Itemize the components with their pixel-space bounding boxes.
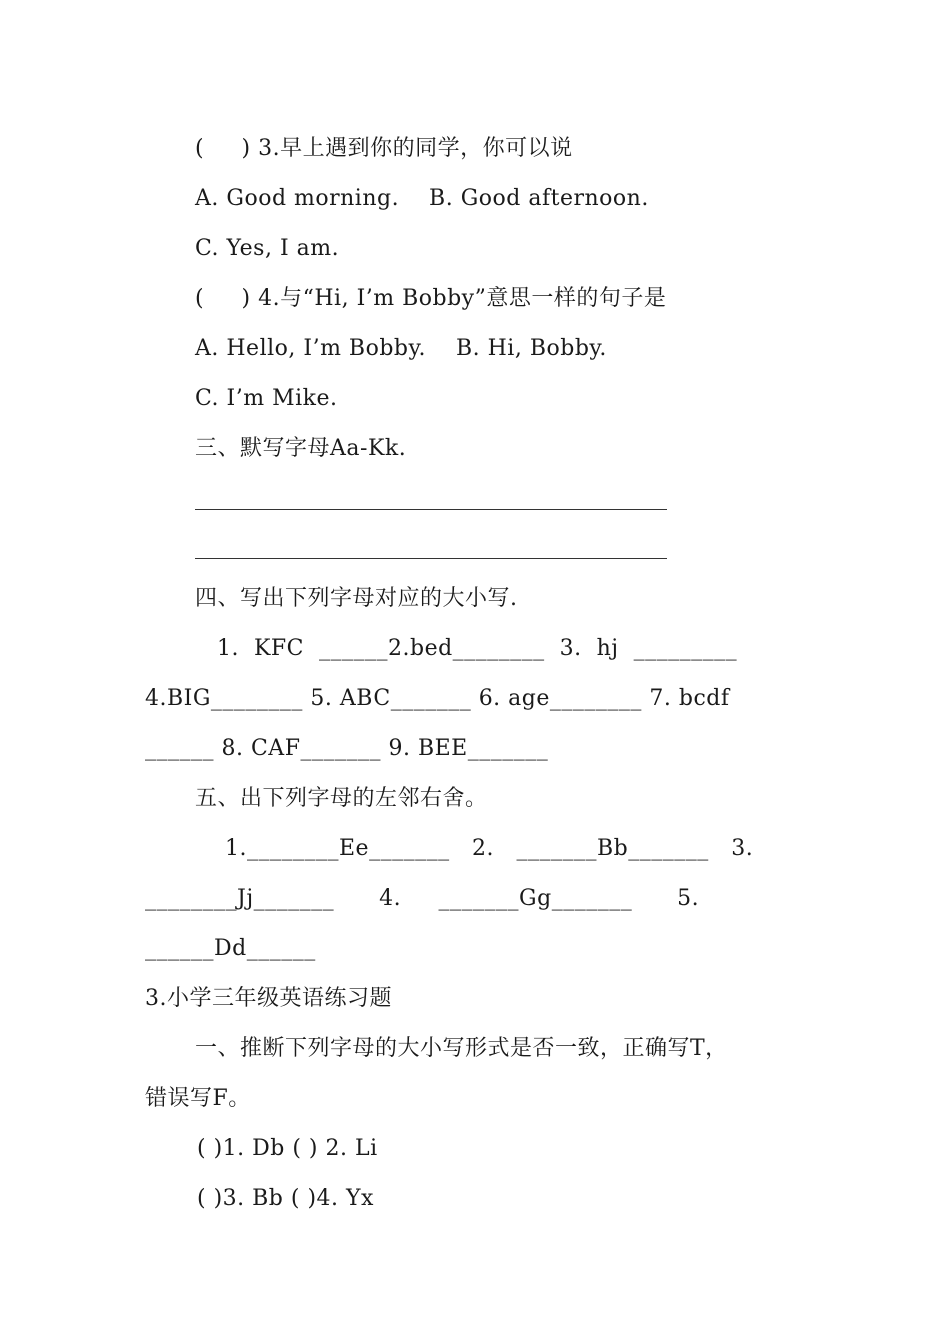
- section-4-row-3: ______ 8. CAF_______ 9. BEE_______: [145, 736, 549, 761]
- section-5-row-1: 1.________Ee_______ 2. _______Bb_______ 3.: [225, 836, 754, 861]
- question-3-options-ab: A. Good morning. B. Good afternoon.: [195, 186, 649, 211]
- answer-line-2: [195, 558, 667, 559]
- section-4-row-1: 1. KFC ______2.bed________ 3. hj _________: [217, 636, 738, 661]
- answer-line-1: [195, 509, 667, 510]
- question-4-options-ab: A. Hello, I’m Bobby. B. Hi, Bobby.: [195, 336, 607, 361]
- question-4: ( ) 4.与“Hi, I’m Bobby”意思一样的句子是: [195, 286, 667, 311]
- section-4-heading: 四、写出下列字母对应的大小写.: [195, 586, 518, 611]
- part-1-instruction-cont: 错误写F。: [145, 1086, 251, 1111]
- part-1-row-1: ( )1. Db ( ) 2. Li: [197, 1136, 378, 1161]
- question-3-option-c: C. Yes, I am.: [195, 236, 340, 261]
- part-1-instruction: 一、推断下列字母的大小写形式是否一致，正确写T，: [195, 1036, 728, 1061]
- part-1-row-2: ( )3. Bb ( )4. Yx: [197, 1186, 374, 1211]
- section-4-row-2: 4.BIG________ 5. ABC_______ 6. age________ 7. bcdf: [145, 686, 730, 711]
- question-3: ( ) 3.早上遇到你的同学，你可以说: [195, 136, 573, 161]
- question-4-option-c: C. I’m Mike.: [195, 386, 338, 411]
- section-5-row-2: ________Jj_______ 4. _______Gg_______ 5.: [145, 886, 700, 911]
- section-5-heading: 五、出下列字母的左邻右舍。: [195, 786, 488, 811]
- section-3-heading: 三、默写字母Aa-Kk.: [195, 436, 407, 461]
- exercise-title: 3.小学三年级英语练习题: [145, 986, 392, 1011]
- section-5-row-3: ______Dd______: [145, 936, 316, 961]
